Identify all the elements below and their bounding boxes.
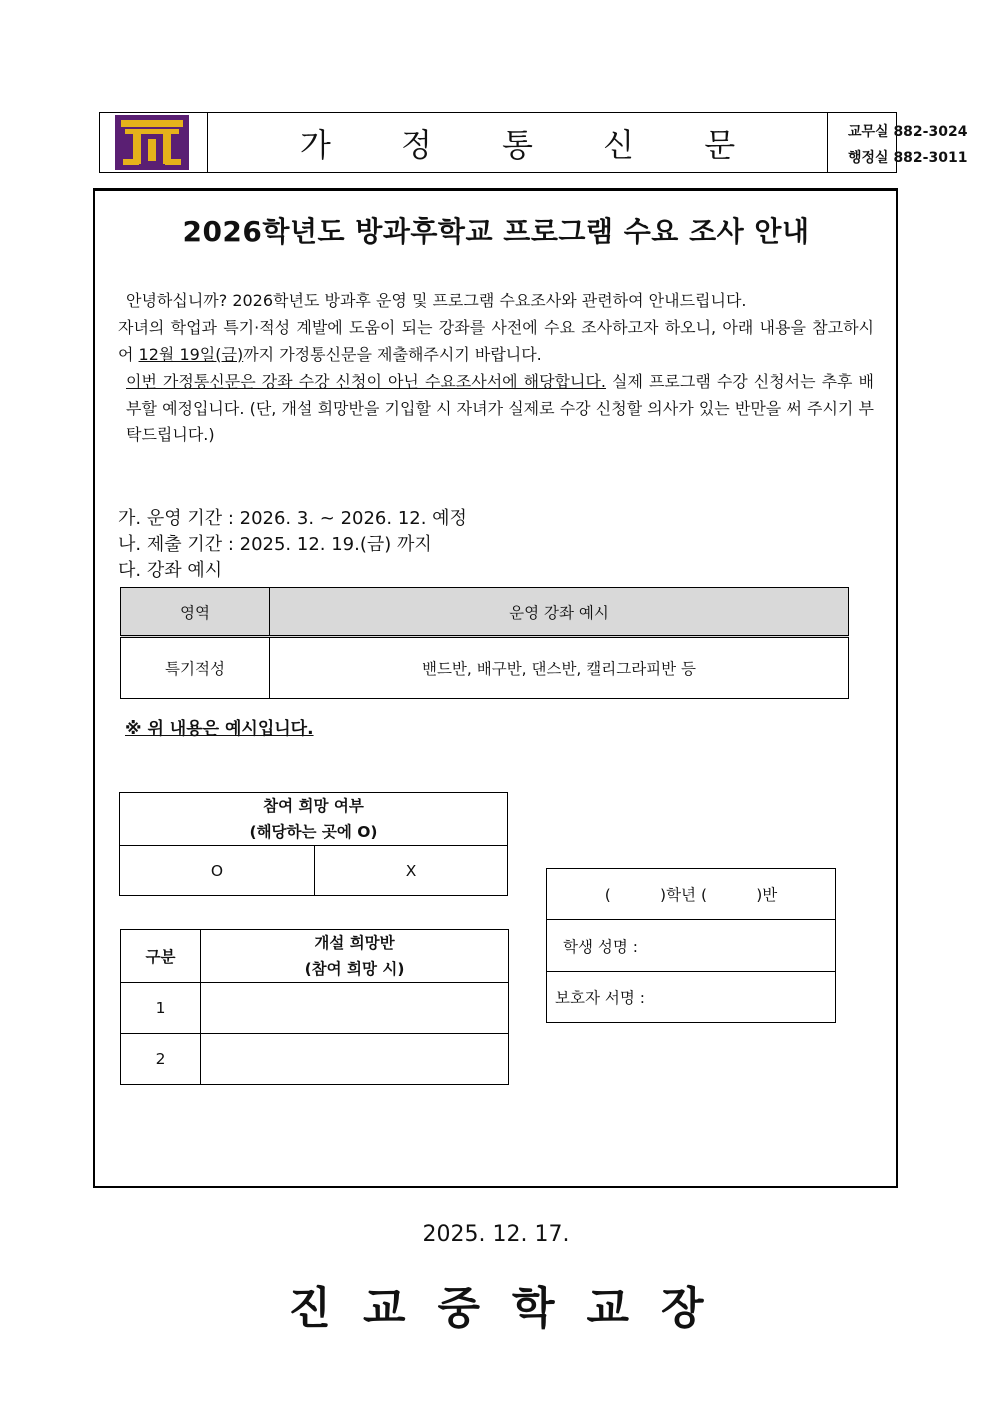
item-operation-period: 가. 운영 기간 : 2026. 3. ~ 2026. 12. 예정	[118, 508, 467, 529]
col-class-header: 개설 희망반 (참여 희망 시)	[201, 930, 509, 983]
newsletter-title-cell	[208, 113, 828, 172]
guardian-sign-field[interactable]: 보호자 서명 :	[547, 972, 836, 1023]
example-note: ※ 위 내용은 예시입니다.	[125, 719, 314, 739]
logo-cell	[100, 113, 208, 172]
newsletter-header	[99, 112, 968, 173]
class-input-2[interactable]	[201, 1034, 509, 1085]
option-yes-cell[interactable]: O	[120, 846, 315, 896]
col-examples-header: 운영 강좌 예시	[270, 588, 849, 637]
class-wish-table	[120, 929, 509, 1085]
phone-cell	[828, 113, 968, 172]
notice-underlined: 이번 가정통신문은 강좌 수강 신청이 아닌 수요조사서에 해당합니다.	[126, 372, 607, 391]
col-number-header: 구분	[121, 930, 201, 983]
document-title: 2026학년도 방과후학교 프로그램 수요 조사 안내	[182, 215, 810, 248]
principal-name: 진교중학교장	[288, 1283, 736, 1334]
row-number-2: 2	[121, 1034, 201, 1085]
newsletter-title: 가 정 통 신 문	[299, 125, 766, 164]
phone-office: 교무실 882-3024	[848, 124, 968, 140]
student-name-field[interactable]: 학생 성명 :	[547, 920, 836, 972]
item-course-examples: 다. 강좌 예시	[118, 560, 223, 581]
school-emblem-icon	[115, 115, 189, 170]
item-submission-period: 나. 제출 기간 : 2025. 12. 19.(금) 까지	[118, 534, 432, 555]
issue-date: 2025. 12. 17.	[422, 1222, 570, 1247]
examples-cell: 밴드반, 배구반, 댄스반, 캘리그라피반 등	[270, 637, 849, 699]
grade-class-field[interactable]: ( )학년 ( )반	[547, 869, 836, 920]
option-no-cell[interactable]: X	[315, 846, 508, 896]
area-cell: 특기적성	[121, 637, 270, 699]
col-area-header: 영역	[121, 588, 270, 637]
deadline-text: 12월 19일(금)	[138, 344, 244, 364]
phone-admin: 행정실 882-3011	[848, 150, 968, 166]
request-paragraph: 자녀의 학업과 특기·적성 계발에 도움이 되는 강좌를 사전에 수요 조사하고자 하오니, 아래 내용을 참고하시어 12월 19일(금)까지 가정통신문을 제출해주시기 바랍니다.	[118, 318, 874, 364]
row-number-1: 1	[121, 983, 201, 1034]
notice-paragraph: 이번 가정통신문은 강좌 수강 신청이 아닌 수요조사서에 해당합니다. 실제 프로그램 수강 신청서는 추후 배부할 예정입니다. (단, 개설 희망반을 기입할 시 자녀가 실제로 수강 신청할 의사가 있는 반만을 써 주시기 부탁드립니다.)	[126, 372, 874, 444]
participation-header: 참여 희망 여부 (해당하는 곳에 O)	[120, 793, 508, 846]
course-example-table	[120, 587, 849, 699]
class-input-1[interactable]	[201, 983, 509, 1034]
participation-table	[119, 792, 508, 896]
student-info-table	[546, 868, 836, 1023]
intro-paragraph: 안녕하십니까? 2026학년도 방과후 운영 및 프로그램 수요조사와 관련하여 안내드립니다.	[126, 291, 747, 310]
